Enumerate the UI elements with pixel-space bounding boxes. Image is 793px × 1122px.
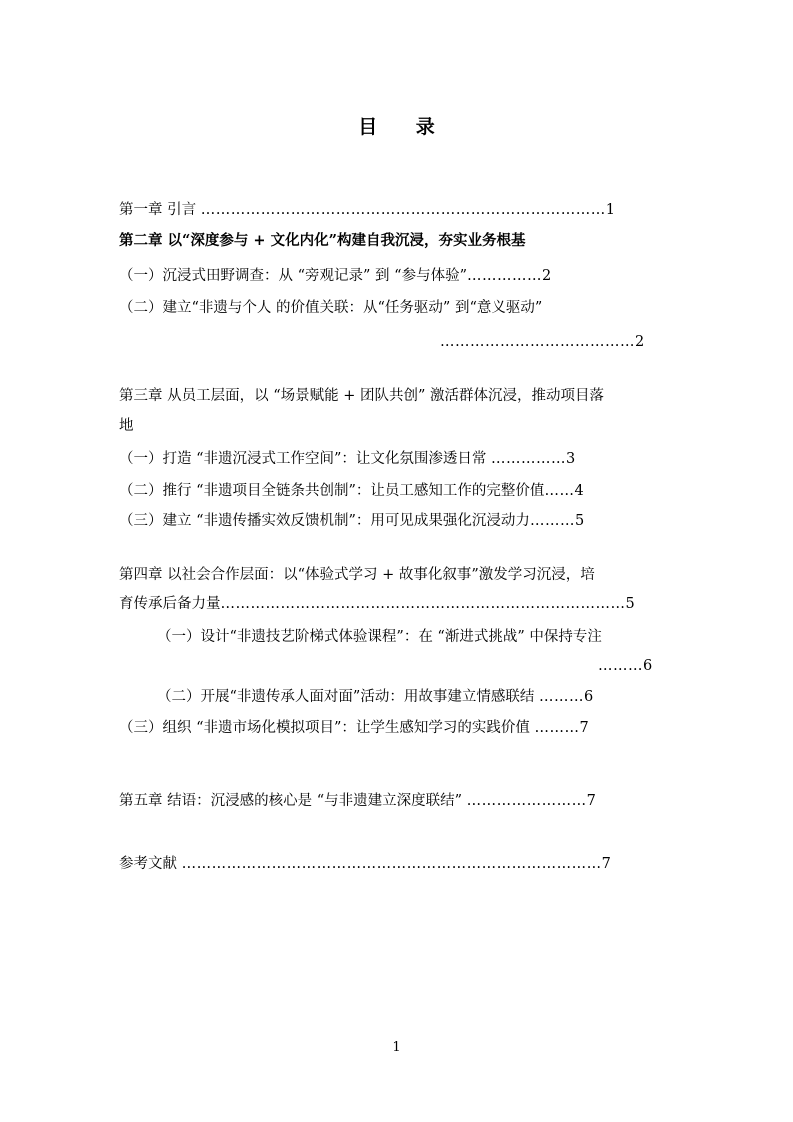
toc-page-number: 7 bbox=[586, 793, 596, 809]
toc-entry-text: （三）建立 “非遗传播实效反馈机制”：用可见成果强化沉浸动力 bbox=[119, 513, 530, 529]
toc-entry-text: 参考文献 bbox=[119, 856, 182, 872]
toc-leader: ……………………………………………………………………… bbox=[220, 596, 626, 612]
toc-leader: …………… bbox=[466, 268, 542, 284]
toc-entry-text: 地 bbox=[119, 418, 134, 434]
toc-leader: …………… bbox=[491, 451, 567, 467]
toc-leader: …… bbox=[544, 483, 575, 499]
toc-entry-4-1-leader[interactable] bbox=[598, 655, 658, 677]
toc-page-number: 6 bbox=[583, 689, 594, 705]
toc-leader: …………………… bbox=[466, 793, 587, 809]
toc-entry-4-1[interactable] bbox=[157, 626, 679, 648]
toc-entry-2-2-leader[interactable] bbox=[440, 331, 645, 353]
toc-entry-text: （三）组织 “非遗市场化模拟项目”：让学生感知学习的实践价值 bbox=[119, 720, 535, 736]
toc-leader: ……… bbox=[529, 513, 575, 529]
toc-page-number: 2 bbox=[541, 268, 552, 284]
toc-entry-chapter-4[interactable] bbox=[119, 564, 679, 586]
toc-entry-4-3[interactable] bbox=[119, 717, 657, 739]
toc-entry-2-1[interactable] bbox=[119, 265, 639, 287]
toc-page-number: 4 bbox=[574, 483, 584, 499]
toc-page-number: 1 bbox=[605, 202, 615, 218]
toc-leader: ……… bbox=[534, 720, 580, 736]
toc-entry-text: 第四章 以社会合作层面：以“体验式学习 + 故事化叙事”激发学习沉浸，培 bbox=[119, 567, 595, 583]
toc-entry-4-2[interactable] bbox=[157, 686, 657, 708]
toc-entry-text: （二）推行 “非遗项目全链条共创制”：让员工感知工作的完整价值 bbox=[119, 483, 545, 499]
toc-leader: ………………………………………………………………………… bbox=[181, 856, 602, 872]
toc-entry-text: （一）设计“非遗技艺阶梯式体验课程”：在 “渐进式挑战” 中保持专注 bbox=[157, 629, 602, 645]
toc-page-number: 6 bbox=[643, 658, 653, 674]
toc-entry-2-2[interactable] bbox=[119, 297, 679, 319]
toc-leader: ………………………………… bbox=[440, 334, 635, 350]
toc-entry-text: 第二章 以“深度参与 + 文化内化”构建自我沉浸，夯实业务根基 bbox=[119, 232, 526, 249]
toc-title: 目 录 bbox=[358, 116, 451, 138]
toc-page-number: 7 bbox=[601, 856, 611, 872]
toc-entry-text: （一）打造 “非遗沉浸式工作空间”：让文化氛围渗透日常 bbox=[119, 451, 492, 467]
toc-leader: ……… bbox=[598, 658, 643, 674]
toc-entry-references[interactable] bbox=[119, 853, 659, 875]
toc-entry-text: 第五章 结语：沉浸感的核心是 “与非遗建立深度联结” bbox=[119, 793, 467, 809]
toc-leader: ……… bbox=[538, 689, 584, 705]
toc-entry-3-3[interactable] bbox=[119, 510, 654, 532]
toc-entry-text: （二）开展“非遗传承人面对面”活动：用故事建立情感联结 bbox=[157, 689, 539, 705]
toc-entry-text: 第一章 引言 bbox=[119, 202, 201, 218]
toc-entry-text: 第三章 从员工层面，以 “场景赋能 + 团队共创” 激活群体沉浸，推动项目落 bbox=[119, 388, 605, 404]
toc-entry-text: （二）建立“非遗与个人 的价值关联：从“任务驱动” 到“意义驱动” bbox=[119, 300, 543, 316]
toc-page-number: 7 bbox=[579, 720, 589, 736]
toc-entry-text: 育传承后备力量 bbox=[119, 596, 221, 612]
page-number-footer: 1 bbox=[392, 1040, 401, 1055]
toc-page-number: 5 bbox=[574, 513, 585, 529]
toc-entry-chapter-1[interactable] bbox=[119, 199, 629, 221]
toc-entry-3-2[interactable] bbox=[119, 480, 654, 502]
toc-page-number: 3 bbox=[566, 451, 576, 467]
toc-entry-chapter-3-cont bbox=[119, 415, 219, 437]
toc-entry-chapter-5[interactable] bbox=[119, 790, 657, 812]
toc-entry-text: （一）沉浸式田野调查：从 “旁观记录” 到 “参与体验” bbox=[119, 268, 467, 284]
toc-entry-3-1[interactable] bbox=[119, 448, 654, 470]
toc-entry-chapter-3[interactable] bbox=[119, 385, 679, 407]
toc-page-number: 5 bbox=[625, 596, 635, 612]
toc-leader: ……………………………………………………………………… bbox=[200, 202, 606, 218]
toc-entry-chapter-2[interactable] bbox=[119, 230, 679, 252]
toc-entry-chapter-4-cont[interactable] bbox=[119, 593, 659, 615]
toc-page-number: 2 bbox=[635, 334, 645, 350]
